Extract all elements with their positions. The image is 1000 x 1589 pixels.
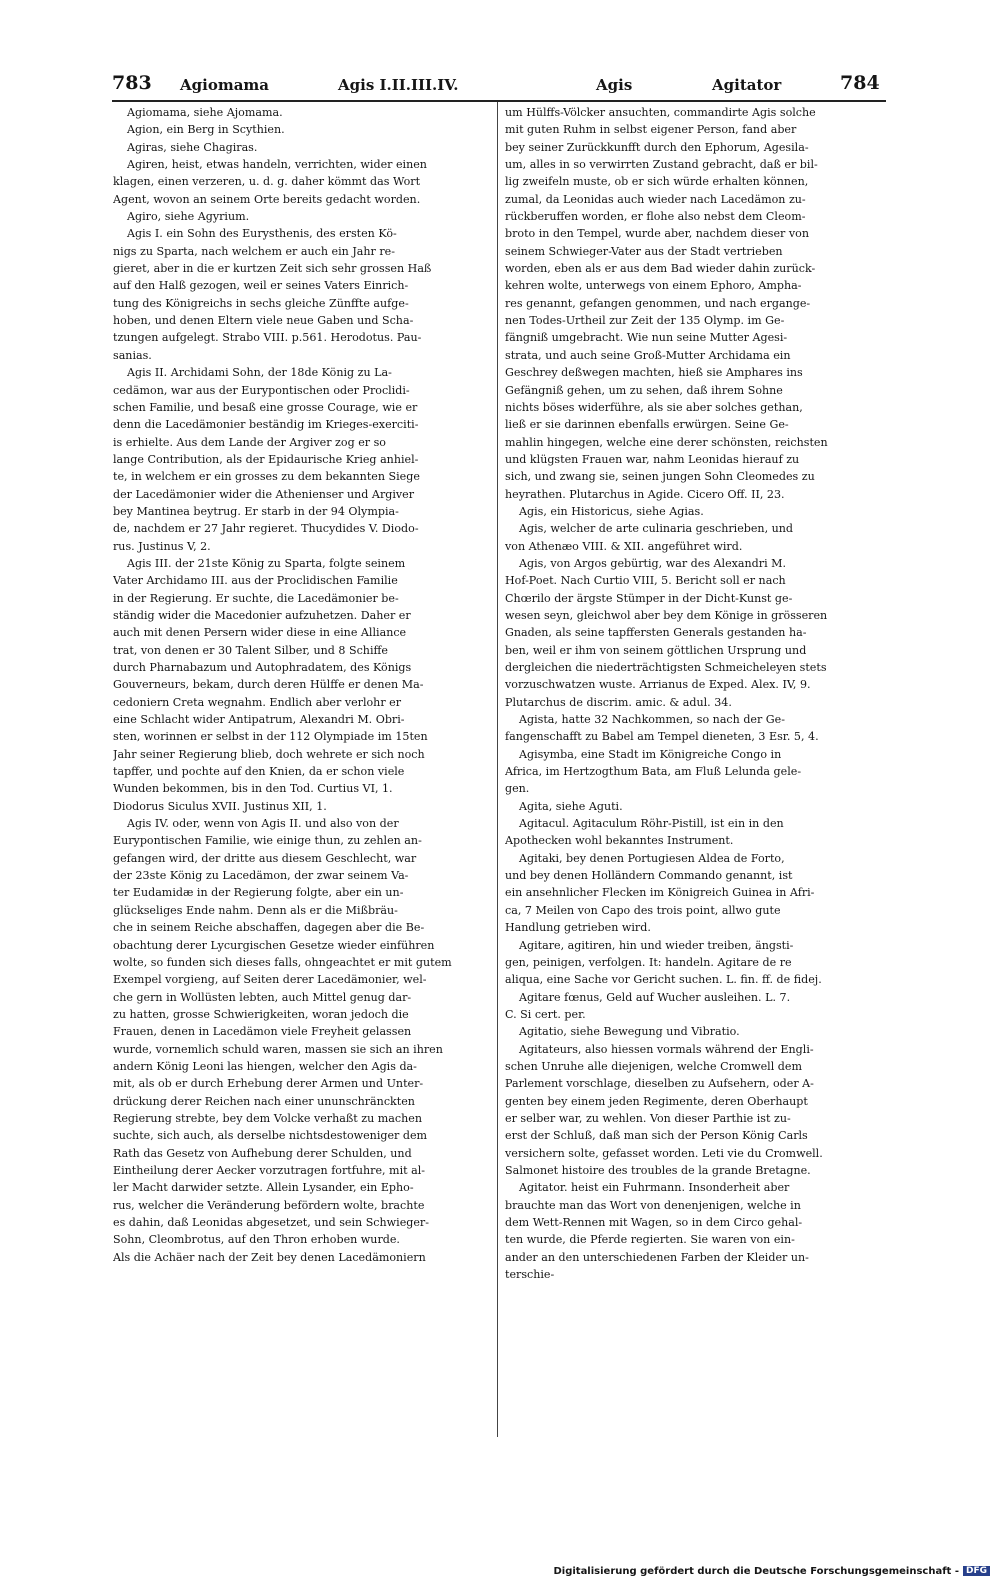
text-line: ständig wider die Macedonier aufzuhetzen. Daher er [113,608,411,622]
text-line: Agita, siehe Aguti. [519,799,623,813]
text-line: hoben, und denen Eltern viele neue Gaben und Scha- [113,314,414,328]
text-line: ler Macht darwider setzte. Allein Lysander, ein Epho- [113,1181,414,1195]
footer-credit-text: Digitalisierung gefördert durch die Deutsche Forschungsgemeinschaft - [553,1566,959,1577]
text-line: Apothecken wohl bekanntes Instrument. [505,834,734,848]
running-header [112,72,886,100]
text-line: Agitare, agitiren, hin und wieder treiben, ängsti- [519,938,794,952]
text-line: klagen, einen verzeren, u. d. g. daher kömmt das Wort [113,175,421,189]
text-line: Agis, von Argos gebürtig, war des Alexandri M. [519,556,787,570]
text-line: worden, eben als er aus dem Bad wieder dahin zurück- [505,262,816,276]
text-line: tung des Königreichs in sechs gleiche Zünffte aufge- [113,296,409,310]
text-line: trat, von denen er 30 Talent Silber, und 8 Schiffe [113,643,388,657]
text-line: Agiomama, siehe Ajomama. [127,106,283,119]
text-line: gefangen wird, der dritte aus diesem Geschlecht, war [113,851,417,865]
text-line: Vater Archidamo III. aus der Proclidischen Familie [113,574,398,588]
text-line: dergleichen die niederträchtigsten Schmeicheleyen stets [505,661,827,674]
text-line: aliqua, eine Sache vor Gericht suchen. L. fin. ff. de fidej. [505,973,822,987]
text-line: Frauen, denen in Lacedämon viele Freyheit gelassen [113,1025,412,1039]
text-line: Agista, hatte 32 Nachkommen, so nach der Ge- [519,713,785,727]
text-line: schen Familie, und besaß eine grosse Courage, wie er [113,400,418,414]
text-line: dem Wett-Rennen mit Wagen, so in dem Circo gehal- [505,1216,803,1229]
text-line: sanias. [113,348,152,362]
text-line: Jahr seiner Regierung blieb, doch wehrete er sich noch [113,747,425,761]
text-line: glückseliges Ende nahm. Denn als er die Mißbräu- [113,903,398,917]
text-line: auch mit denen Persern wider diese in eine Alliance [113,626,407,640]
text-line: heyrathen. Plutarchus in Agide. Cicero Off. II, 23. [505,487,785,501]
text-line: Agent, wovon an seinem Orte bereits gedacht worden. [113,192,421,206]
text-line: Agitatio, siehe Bewegung und Vibratio. [519,1025,740,1039]
text-line: und klügsten Frauen war, nahm Leonidas hierauf zu [505,452,800,466]
page-number-left: 783 [112,72,152,94]
catchword-left: Agiomama [180,76,270,94]
text-line: gieret, aber in die er kurtzen Zeit sich sehr grossen Haß [113,262,432,276]
text-line: Agiro, siehe Agyrium. [127,210,250,224]
text-line: C. Si cert. per. [505,1007,586,1021]
text-line: broto in den Tempel, wurde aber, nachdem dieser von [505,227,809,241]
text-line: Als die Achäer nach der Zeit bey denen Lacedämoniern [113,1250,426,1264]
header-title-right: Agis [596,76,633,94]
text-line: sten, worinnen er selbst in der 112 Olympiade im 15ten [113,730,428,744]
text-line: nigs zu Sparta, nach welchem er auch ein Jahr re- [113,244,395,258]
text-line: wolte, so funden sich dieses falls, ohngeachtet er mit gutem [113,955,452,969]
footer-credit [553,1566,990,1577]
text-line: Rath das Gesetz von Aufhebung derer Schulden, und [113,1146,412,1160]
text-line: de, nachdem er 27 Jahr regieret. Thucydides V. Diodo- [113,522,419,536]
text-line: genten bey einem jeden Regimente, deren Oberhaupt [505,1094,808,1108]
text-line: Eurypontischen Familie, wie einige thun, zu zehlen an- [113,834,422,848]
column-divider [497,102,498,1437]
text-line: gen. [505,782,530,796]
text-line: es dahin, daß Leonidas abgesetzet, und sein Schwieger- [113,1216,429,1229]
right-column [505,104,883,1283]
text-line: drückung derer Reichen nach einer ununschränckten [113,1094,415,1108]
text-line: Agis IV. oder, wenn von Agis II. und also von der [127,817,399,831]
text-line: Eintheilung derer Aecker vorzutragen fortfuhre, mit al- [113,1163,426,1177]
text-line: bey Mantinea beytrug. Er starb in der 94 Olympia- [113,504,399,518]
text-line: cedämon, war aus der Eurypontischen oder Proclidi- [113,383,410,397]
text-line: fängniß umgebracht. Wie nun seine Mutter Agesi- [505,331,788,345]
text-line: zumal, da Leonidas auch wieder nach Lacedämon zu- [505,192,806,206]
text-line: andern König Leoni las hiengen, welcher den Agis da- [113,1059,417,1073]
text-line: der 23ste König zu Lacedämon, der zwar seinem Va- [113,869,409,883]
header-rule [112,100,886,102]
text-line: te, in welchem er ein grosses zu dem bekannten Siege [113,470,420,484]
text-line: Agitaki, bey denen Portugiesen Aldea de Forto, [519,851,785,865]
text-line: Plutarchus de discrim. amic. & adul. 34. [505,695,732,709]
text-line: in der Regierung. Er suchte, die Lacedämonier be- [113,591,399,605]
text-line: cedoniern Creta wegnahm. Endlich aber verlohr er [113,695,402,709]
text-line: is erhielte. Aus dem Lande der Argiver zog er so [113,435,386,449]
text-line: vorzuschwatzen wuste. Arrianus de Exped. Alex. IV, 9. [505,678,811,692]
text-line: tapffer, und pochte auf den Knien, da er schon viele [113,765,405,779]
text-line: Agitator. heist ein Fuhrmann. Insonderheit aber [519,1181,790,1195]
catchword-right: Agitator [712,76,782,94]
text-line: rückberuffen worden, er flohe also nebst dem Cleom- [505,210,806,224]
text-line: ca, 7 Meilen von Capo des trois point, allwo gute [505,903,781,917]
text-line: ter Eudamidæ in der Regierung folgte, aber ein un- [113,886,404,900]
text-line: Agisymba, eine Stadt im Königreiche Congo in [519,747,782,761]
text-line: nichts böses widerführe, als sie aber solches gethan, [505,400,803,414]
text-line: che gern in Wollüsten lebten, auch Mittel genug dar- [113,990,412,1004]
text-line: Gouverneurs, bekam, durch deren Hülffe er denen Ma- [113,678,424,692]
text-line: ein ansehnlicher Flecken im Königreich Guinea in Afri- [505,886,815,900]
text-line: Agiren, heist, etwas handeln, verrichten, wider einen [127,158,427,172]
text-line: kehren wolte, unterwegs von einem Ephoro, Ampha- [505,279,802,293]
text-line: wesen seyn, gleichwol aber bey dem Könige in grösseren [505,608,828,622]
dfg-logo: DFG [963,1566,990,1576]
text-line: ander an den unterschiedenen Farben der Kleider un- [505,1250,809,1264]
text-line: Agion, ein Berg in Scythien. [127,123,285,137]
text-line: che in seinem Reiche abschaffen, dagegen aber die Be- [113,921,425,935]
text-line: brauchte man das Wort von denenjenigen, welche in [505,1198,801,1212]
text-line: denn die Lacedämonier beständig im Krieges-exerciti- [113,418,419,432]
text-line: Agitateurs, also hiessen vormals während der Engli- [519,1042,814,1056]
text-line: fangenschafft zu Babel am Tempel dieneten, 3 Esr. 5, 4. [505,730,819,744]
text-line: mahlin hingegen, welche eine derer schönsten, reichsten [505,435,828,449]
text-line: ben, weil er ihm von seinem göttlichen Ursprung und [505,643,807,657]
page-number-right: 784 [840,72,880,94]
text-line: Chœrilo der ärgste Stümper in der Dicht-Kunst ge- [505,591,793,605]
text-line: Diodorus Siculus XVII. Justinus XII, 1. [113,799,327,813]
text-line: suchte, sich auch, als derselbe nichtsdestoweniger dem [113,1129,428,1143]
text-line: versichern solte, gefasset worden. Leti vie du Cromwell. [505,1146,823,1160]
text-line: wurde, vornemlich schuld waren, massen sie sich an ihren [113,1042,443,1056]
text-line: durch Pharnabazum und Autophradatem, des Königs [113,661,412,674]
text-line: um Hülffs-Völcker ansuchten, commandirte Agis solche [505,106,816,119]
text-line: Agiras, siehe Chagiras. [127,140,258,154]
text-line: lange Contribution, als der Epidaurische Krieg anhiel- [113,452,419,466]
left-column [113,104,491,1266]
text-line: Agis III. der 21ste König zu Sparta, folgte seinem [127,556,406,570]
text-line: schen Unruhe alle diejenigen, welche Cromwell dem [505,1059,802,1073]
text-line: Handlung getrieben wird. [505,921,651,935]
text-line: obachtung derer Lycurgischen Gesetze wieder einführen [113,938,435,952]
text-line: lig zweifeln muste, ob er sich würde erhalten können, [505,175,809,189]
text-line: mit, als ob er durch Erhebung derer Armen und Unter- [113,1077,424,1091]
text-line: um, alles in so verwirrten Zustand gebracht, daß er bil- [505,158,818,172]
text-line: tzungen aufgelegt. Strabo VIII. p.561. Herodotus. Pau- [113,331,422,345]
text-line: terschie- [505,1268,555,1282]
text-line: von Athenæo VIII. & XII. angeführet wird. [505,539,743,553]
text-line: er selber war, zu wehlen. Von dieser Parthie ist zu- [505,1111,791,1125]
text-line: bey seiner Zurückkunfft durch den Ephorum, Agesila- [505,140,809,154]
text-line: Agis II. Archidami Sohn, der 18de König zu La- [127,366,392,380]
text-line: strata, und auch seine Groß-Mutter Archidama ein [505,348,791,362]
text-line: der Lacedämonier wider die Athenienser und Argiver [113,487,415,501]
text-line: mit guten Ruhm in selbst eigener Person, fand aber [505,123,797,137]
text-line: Agitare fœnus, Geld auf Wucher ausleihen. L. 7. [519,990,791,1004]
text-line: Salmonet histoire des troubles de la grande Bretagne. [505,1163,811,1177]
text-line: Parlement vorschlage, dieselben zu Aufsehern, oder A- [505,1077,814,1091]
text-line: Agis, ein Historicus, siehe Agias. [519,504,704,518]
text-line: rus. Justinus V, 2. [113,539,211,553]
text-line: Agis I. ein Sohn des Eurysthenis, des ersten Kö- [127,227,397,241]
text-line: Gnaden, als seine tapffersten Generals gestanden ha- [505,626,807,640]
text-line: Hof-Poet. Nach Curtio VIII, 5. Bericht soll er nach [505,574,786,588]
text-line: nen Todes-Urtheil zur Zeit der 135 Olymp. im Ge- [505,314,785,328]
header-title-left: Agis I.II.III.IV. [338,76,459,94]
text-line: erst der Schluß, daß man sich der Person König Carls [505,1129,808,1143]
text-line: Wunden bekommen, bis in den Tod. Curtius VI, 1. [113,782,393,796]
text-line: gen, peinigen, verfolgen. It: handeln. Agitare de re [505,955,792,969]
text-line: ließ er sie darinnen ebenfalls erwürgen. Seine Ge- [505,418,789,432]
text-line: Geschrey deßwegen machten, hieß sie Amphares ins [505,366,803,380]
text-line: ten wurde, die Pferde regierten. Sie waren von ein- [505,1233,795,1247]
text-line: auf den Halß gezogen, weil er seines Vaters Einrich- [113,279,409,293]
text-line: sich, und zwang sie, seinen jungen Sohn Cleomedes zu [505,470,815,484]
text-line: Africa, im Hertzogthum Bata, am Fluß Lelunda gele- [505,765,802,779]
text-line: Agis, welcher de arte culinaria geschrieben, und [519,522,794,536]
text-line: Exempel vorgieng, auf Seiten derer Lacedämonier, wel- [113,973,427,987]
text-line: Sohn, Cleombrotus, auf den Thron erhoben wurde. [113,1233,400,1247]
text-line: res genannt, gefangen genommen, und nach ergange- [505,296,811,310]
text-line: Gefängniß gehen, um zu sehen, daß ihrem Sohne [505,383,783,397]
text-line: rus, welcher die Veränderung befördern wolte, brachte [113,1198,425,1212]
text-line: Regierung strebte, bey dem Volcke verhaßt zu machen [113,1111,422,1125]
text-line: Agitacul. Agitaculum Röhr-Pistill, ist ein in den [519,817,784,831]
text-line: und bey denen Holländern Commando genannt, ist [505,869,793,883]
text-line: seinem Schwieger-Vater aus der Stadt vertrieben [505,244,783,258]
text-line: zu hatten, grosse Schwierigkeiten, woran jedoch die [113,1007,409,1021]
text-line: eine Schlacht wider Antipatrum, Alexandri M. Obri- [113,713,405,727]
